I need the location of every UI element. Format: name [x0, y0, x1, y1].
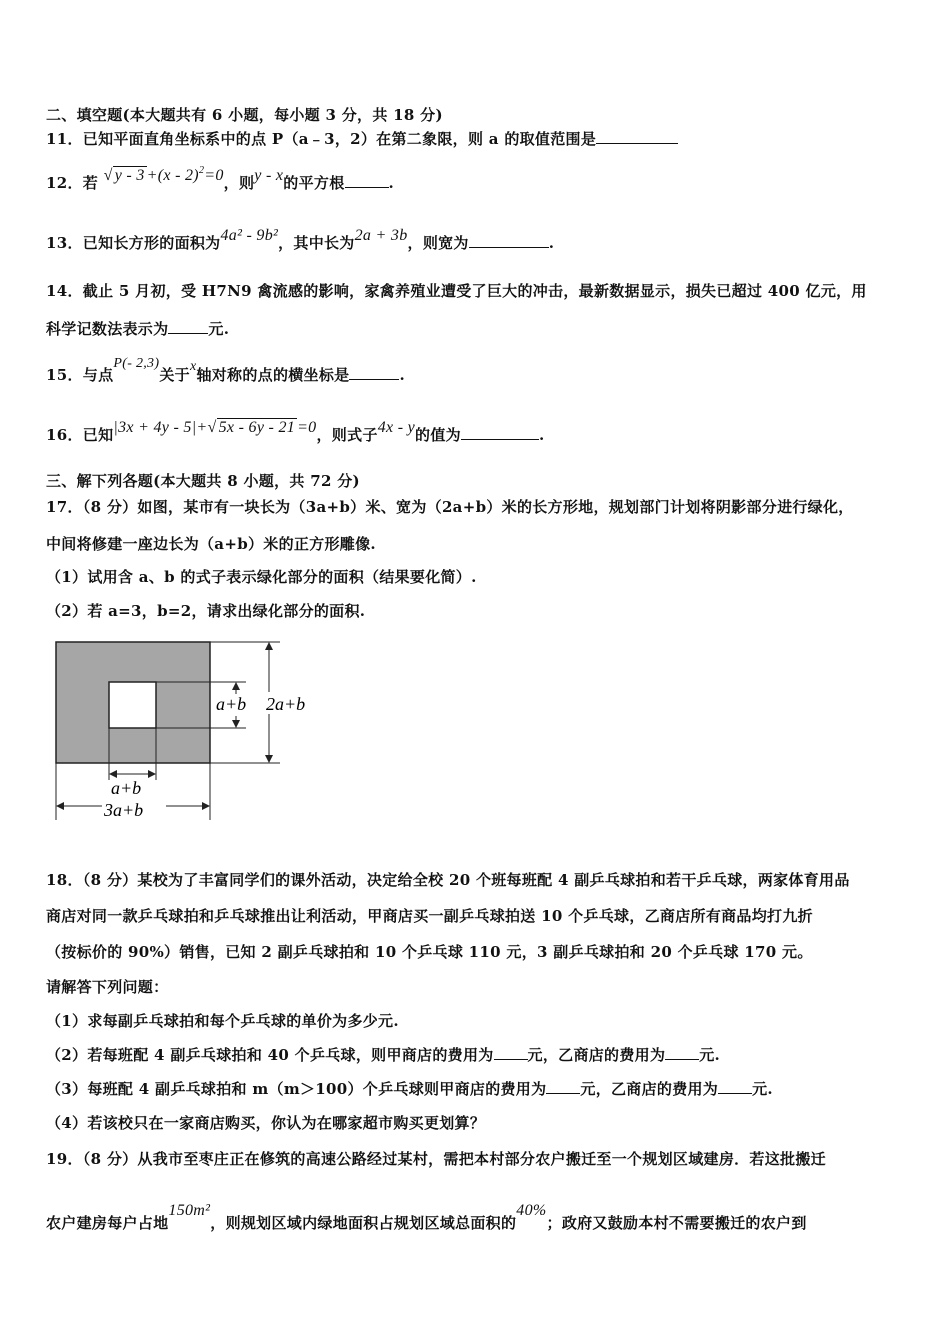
question-18-part-3-b: 元，乙商店的费用为 — [580, 1080, 719, 1098]
question-13-mid: ，其中长为 — [278, 234, 355, 252]
question-13 — [46, 227, 555, 253]
question-18-part-2-b: 元，乙商店的费用为 — [527, 1046, 666, 1064]
question-12-mid: ，则 — [223, 174, 255, 192]
arrow-head — [265, 642, 273, 650]
inner-height-label: a+b — [216, 694, 247, 714]
question-19-line-2 — [46, 1202, 807, 1233]
question-16-suffix: 的值为 — [415, 426, 461, 444]
question-19-percent: 40% — [516, 1202, 547, 1219]
question-15-axis: x — [189, 359, 197, 374]
question-12-radicand: y - 3 — [114, 167, 145, 184]
question-17-part-2: （2）若 a=3，b=2，请求出绿化部分的面积. — [46, 602, 366, 620]
period: . — [399, 366, 405, 384]
question-15-suffix: 轴对称的点的横坐标是 — [196, 366, 350, 384]
question-18-part-3-c: 元. — [752, 1080, 773, 1098]
period: . — [548, 234, 555, 252]
question-19-prefix: 农户建房每户占地 — [46, 1214, 169, 1232]
question-19-area: 150m² — [168, 1202, 211, 1219]
question-16-equals: =0 — [297, 419, 317, 436]
answer-blank — [345, 173, 389, 188]
question-18-part-3-a: （3）每班配 4 副乒乓球拍和 m（m＞100）个乒乓球则甲商店的费用为 — [46, 1080, 547, 1098]
answer-blank — [665, 1045, 699, 1060]
arrow-head — [265, 755, 273, 763]
question-14-line-2 — [46, 318, 229, 339]
question-18-line-3: （按标价的 90%）销售，已知 2 副乒乓球拍和 10 个乒乓球 110 元，3 副乒乓球拍和 20 个乒乓球 170 元。 — [46, 943, 813, 961]
answer-blank — [718, 1079, 752, 1094]
question-11-text: 11．已知平面直角坐标系中的点 P（a﹣3，2）在第二象限，则 a 的取值范围是 — [46, 130, 597, 148]
question-19-line-1: 19．（8 分）从我市至枣庄正在修筑的高速公路经过某村，需把本村部分农户搬迁至一个规划区域建房．若这批搬迁 — [46, 1150, 826, 1168]
question-13-area: 4a² - 9b² — [220, 227, 279, 244]
question-18-line-1: 18．（8 分）某校为了丰富同学们的课外活动，决定给全校 20 个班每班配 4 副乒乓球拍和若干乒乓球，两家体育用品 — [46, 871, 850, 889]
arrow-head — [148, 770, 156, 778]
question-17-line-2: 中间将修建一座边长为（a+b）米的正方形雕像. — [46, 535, 376, 553]
arrow-head — [56, 802, 64, 810]
inner-width-label: a+b — [111, 778, 142, 798]
period: . — [388, 174, 395, 192]
question-16-prefix: 16．已知 — [46, 426, 114, 444]
question-14-prefix: 科学记数法表示为 — [46, 320, 169, 338]
answer-blank — [168, 319, 208, 334]
question-12-var: y - x — [254, 167, 284, 184]
answer-blank — [494, 1045, 528, 1060]
question-12 — [46, 165, 395, 193]
arrow-head — [202, 802, 210, 810]
question-12-prefix: 12．若 — [46, 174, 99, 192]
arrow-head — [232, 720, 240, 728]
answer-blank — [349, 365, 399, 380]
arrow-head — [109, 770, 117, 778]
answer-blank — [469, 233, 549, 248]
question-18-part-2 — [46, 1044, 720, 1065]
question-18-part-2-c: 元. — [699, 1046, 721, 1064]
question-14-suffix: 元. — [208, 320, 230, 338]
answer-blank — [546, 1079, 580, 1094]
question-15-point: P(- 2,3) — [113, 356, 160, 371]
question-13-suffix: ，则宽为 — [407, 234, 469, 252]
question-18-line-2: 商店对同一款乒乓球拍和乒乓球推出让利活动，甲商店买一副乒乓球拍送 10 个乒乓球，乙商店所有商品均打九折 — [46, 907, 813, 925]
question-13-length: 2a + 3b — [354, 227, 408, 244]
question-19-suffix: ；政府又鼓励本村不需要搬迁的农户到 — [546, 1214, 807, 1232]
question-18-part-4: （4）若该校只在一家商店购买，你认为在哪家超市购买更划算？ — [46, 1114, 486, 1132]
question-12-square: +(x - 2) — [146, 167, 199, 184]
question-12-formula: √ y - 3 +(x - 2)$^2$=0 — [103, 165, 224, 184]
question-12-suffix: 的平方根 — [283, 174, 345, 192]
question-16-plus: + — [196, 419, 208, 436]
section-3-heading: 三、解下列各题(本大题共 8 小题，共 72 分) — [46, 472, 360, 490]
question-18-part-3 — [46, 1078, 773, 1099]
question-17-part-1: （1）试用含 a、b 的式子表示绿化部分的面积（结果要化简）. — [46, 568, 477, 586]
question-18-prompt: 请解答下列问题： — [46, 978, 169, 996]
question-14-line-1: 14．截止 5 月初，受 H7N9 禽流感的影响，家禽养殖业遭受了巨大的冲击，最新数据显示，损失已超过 400 亿元，用 — [46, 282, 867, 300]
question-11 — [46, 128, 678, 149]
question-15-mid: 关于 — [159, 366, 190, 384]
question-16-expr: 4x - y — [377, 419, 416, 436]
question-15-prefix: 15．与点 — [46, 366, 114, 384]
question-12-equals: =0 — [204, 167, 224, 184]
question-16-radicand: 5x - 6y - 21 — [218, 419, 296, 436]
answer-blank — [461, 425, 539, 440]
question-17-line-1: 17．（8 分）如图，某市有一块长为（3a+b）米、宽为（2a+b）米的长方形地，规划部门计划将阴影部分进行绿化， — [46, 498, 854, 516]
statue-square — [109, 682, 156, 728]
question-16 — [46, 419, 545, 445]
section-2-heading: 二、填空题(本大题共有 6 小题，每小题 3 分，共 18 分) — [46, 106, 443, 124]
period: . — [538, 426, 545, 444]
question-16-formula: |3x + 4y - 5|+√ 5x - 6y - 21 =0 — [113, 419, 317, 436]
question-18-part-2-a: （2）若每班配 4 副乒乓球拍和 40 个乒乓球，则甲商店的费用为 — [46, 1046, 494, 1064]
answer-blank — [596, 129, 678, 144]
question-18-part-1: （1）求每副乒乓球拍和每个乒乓球的单价为多少元. — [46, 1012, 399, 1030]
question-13-prefix: 13．已知长方形的面积为 — [46, 234, 221, 252]
question-15 — [46, 356, 405, 385]
arrow-head — [232, 682, 240, 690]
question-19-mid: ，则规划区域内绿地面积占规划区域总面积的 — [210, 1214, 517, 1232]
question-16-abs: |3x + 4y - 5| — [113, 419, 197, 436]
question-16-mid: ，则式子 — [316, 426, 378, 444]
question-12-exponent: 2 — [198, 165, 205, 176]
outer-height-label: 2a+b — [266, 694, 306, 714]
rectangle-figure — [40, 630, 340, 825]
outer-width-label: 3a+b — [104, 800, 144, 820]
